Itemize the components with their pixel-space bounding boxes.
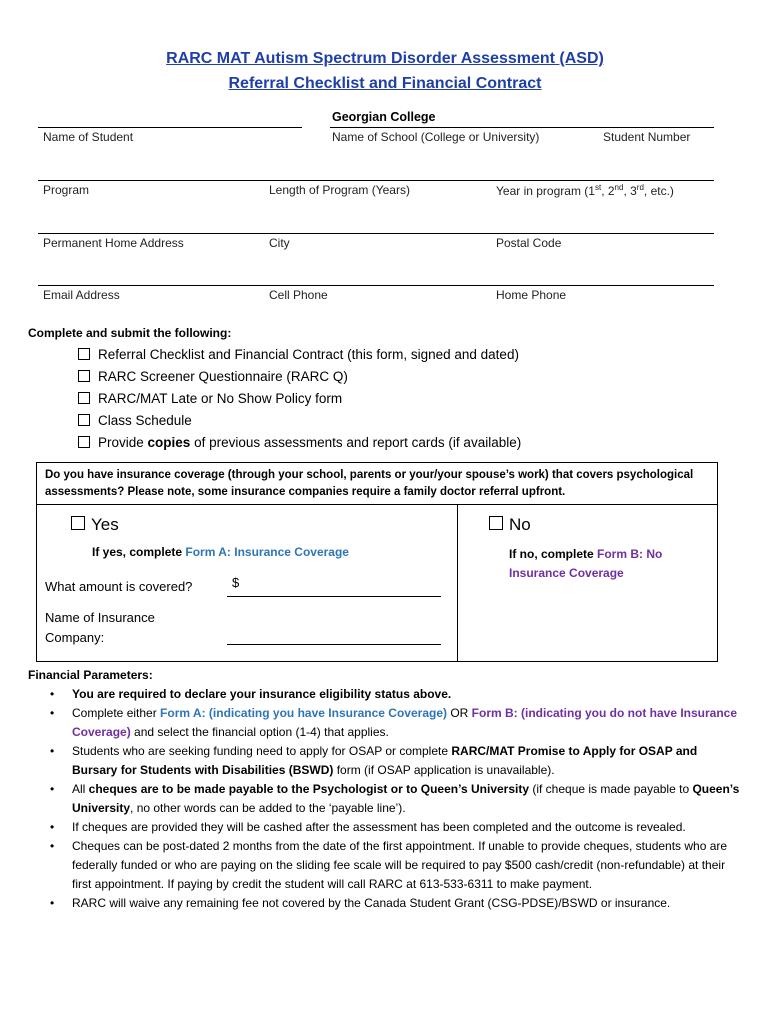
- name-of-student-label: Name of Student: [43, 130, 134, 144]
- cell-phone-label: Cell Phone: [269, 288, 328, 302]
- financial-item: • If cheques are provided they will be cashed after the assessment has been completed and the outcome is revealed.: [50, 818, 740, 837]
- postal-code-label: Postal Code: [496, 236, 562, 250]
- name-line: [38, 127, 302, 128]
- form-title-line2: Referral Checklist and Financial Contract: [228, 75, 542, 92]
- checklist-item[interactable]: Class Schedule: [78, 410, 521, 432]
- no-checkbox-icon[interactable]: [489, 516, 503, 530]
- checkbox-icon[interactable]: [78, 414, 90, 426]
- financial-item: • All cheques are to be made payable to the Psychologist or to Queen’s University (if cheque is made payable to Queen’s University, no other words can be added to the ‘payable line’).: [50, 780, 740, 818]
- insurance-section: [36, 462, 718, 662]
- checklist-item[interactable]: Provide copies of previous assessments and report cards (if available): [78, 432, 521, 454]
- form-a-link[interactable]: Form A: Insurance Coverage: [185, 545, 349, 559]
- form-title-line1: RARC MAT Autism Spectrum Disorder Assessment (ASD): [166, 50, 604, 67]
- financial-item: • You are required to declare your insurance eligibility status above.: [50, 685, 740, 704]
- no-option[interactable]: No: [489, 515, 531, 535]
- financial-item: • Students who are seeking funding need to apply for OSAP or complete RARC/MAT Promise to Apply for OSAP and Bursary for Students with Disabilities (BSWD) form (if OSAP application is unavailable).: [50, 742, 740, 780]
- financial-list: [50, 685, 740, 913]
- checklist-item[interactable]: RARC/MAT Late or No Show Policy form: [78, 388, 521, 410]
- year-in-program-label: Year in program (1st, 2nd, 3rd, etc.): [496, 183, 674, 198]
- yes-option[interactable]: Yes: [71, 515, 119, 535]
- checklist-item[interactable]: Referral Checklist and Financial Contract (this form, signed and dated): [78, 344, 521, 366]
- student-number-label: Student Number: [603, 130, 691, 144]
- program-label: Program: [43, 183, 90, 197]
- school-line: [330, 127, 714, 128]
- dollar-symbol: $: [232, 575, 240, 590]
- financial-item: • Complete either Form A: (indicating you have Insurance Coverage) OR Form B: (indicating you do not have Insurance Coverage) and select the financial option (1-4) that applies.: [50, 704, 740, 742]
- checklist: [78, 344, 521, 454]
- financial-item: • RARC will waive any remaining fee not covered by the Canada Student Grant (CSG-PDSE)/BSWD or insurance.: [50, 894, 740, 913]
- address-line: [38, 233, 714, 234]
- checklist-heading: Complete and submit the following:: [28, 326, 232, 340]
- amount-covered-field[interactable]: [227, 596, 441, 597]
- insurance-company-field[interactable]: [227, 644, 441, 645]
- financial-item: • Cheques can be post-dated 2 months from the date of the first appointment. If unable to provide cheques, students who are federally funded or who are paying on the sliding fee scale will be required to pay $500 cash/credit (non-refundable) at their first appointment. If paying by credit the student will call RARC at 613-533-6311 to make payment.: [50, 837, 740, 894]
- financial-heading: Financial Parameters:: [28, 668, 153, 682]
- checkbox-icon[interactable]: [78, 392, 90, 404]
- insurance-divider: [457, 505, 458, 662]
- checkbox-icon[interactable]: [78, 370, 90, 382]
- yes-checkbox-icon[interactable]: [71, 516, 85, 530]
- insurance-company-label: Name of Insurance Company:: [45, 610, 155, 645]
- contact-line: [38, 285, 714, 286]
- program-line: [38, 180, 714, 181]
- name-of-school-label: Name of School (College or University): [332, 130, 540, 144]
- checkbox-icon[interactable]: [78, 348, 90, 360]
- yes-instruction: If yes, complete Form A: Insurance Coverage: [92, 545, 349, 559]
- no-instruction: If no, complete Form B: No Insurance Coverage: [509, 547, 663, 580]
- amount-covered-label: What amount is covered?: [45, 579, 193, 594]
- checklist-item[interactable]: RARC Screener Questionnaire (RARC Q): [78, 366, 521, 388]
- permanent-address-label: Permanent Home Address: [43, 236, 184, 250]
- home-phone-label: Home Phone: [496, 288, 567, 302]
- college-value: Georgian College: [332, 110, 436, 124]
- email-label: Email Address: [43, 288, 120, 302]
- city-label: City: [269, 236, 290, 250]
- insurance-question: Do you have insurance coverage (through your school, parents or your/your spouse’s work) that covers psychological assessments? Please note, some insurance companies require a family doctor referral upfront.: [37, 463, 717, 505]
- checkbox-icon[interactable]: [78, 436, 90, 448]
- length-of-program-label: Length of Program (Years): [269, 183, 410, 197]
- form-b-link[interactable]: Form B: No Insurance Coverage: [509, 547, 663, 580]
